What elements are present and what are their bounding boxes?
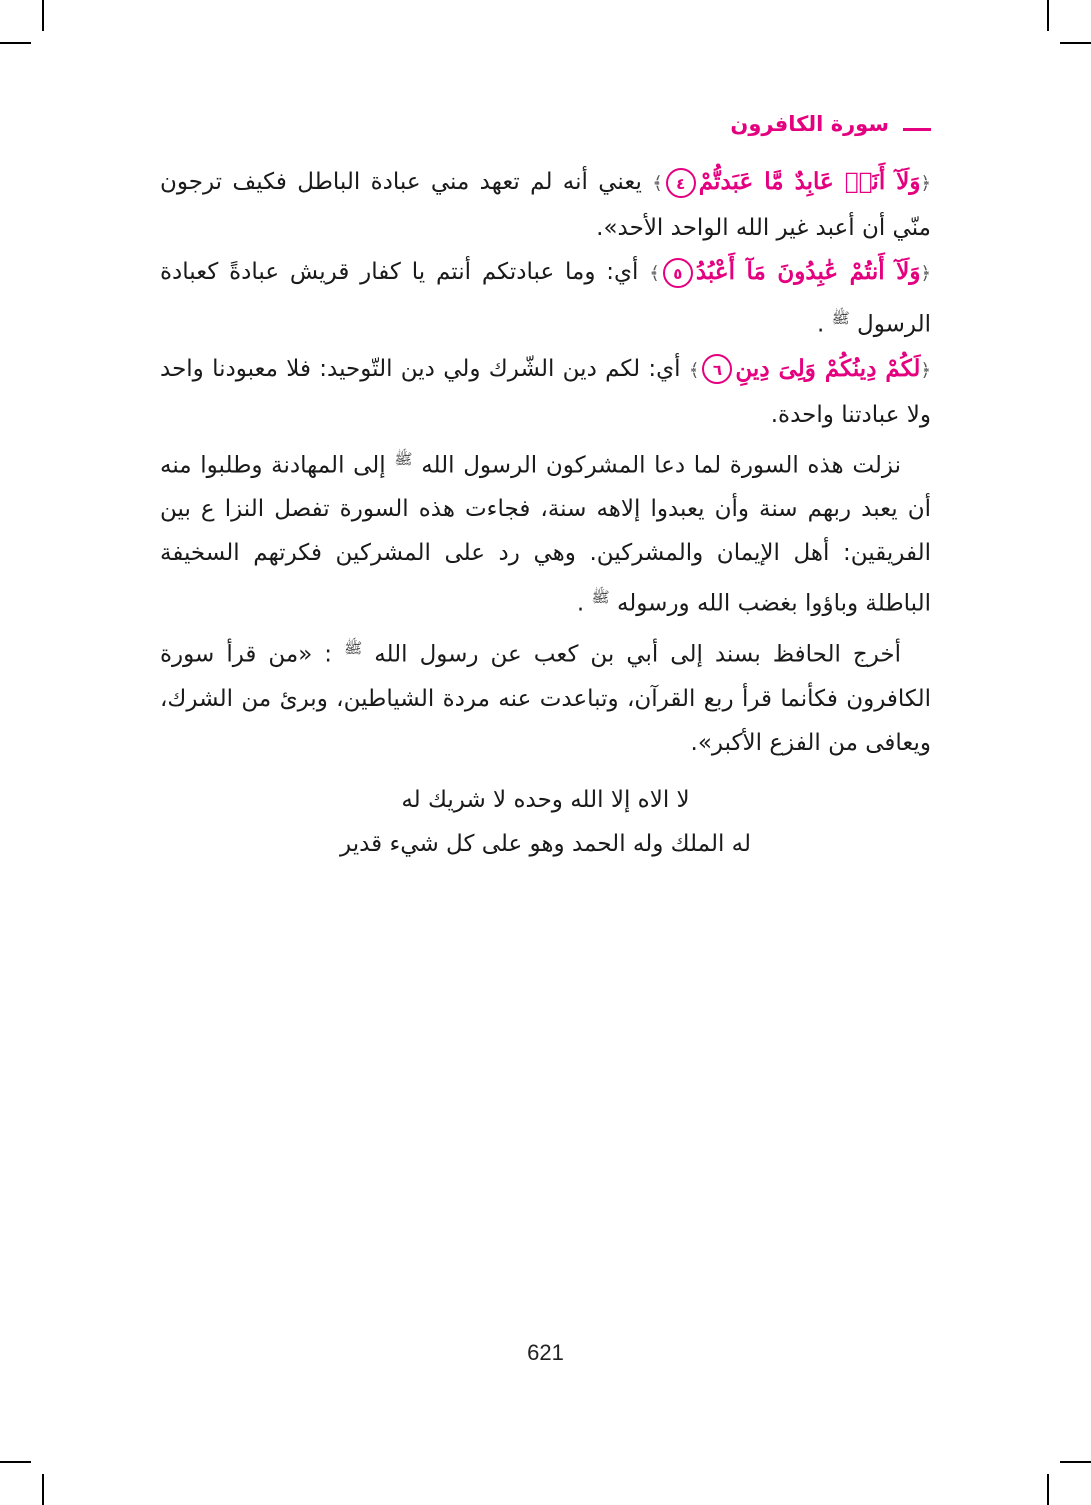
crop-mark-top-right-horizontal (1060, 42, 1091, 44)
closing-line-2: له الملك وله الحمد وهو على كل شيء قدير (340, 831, 751, 857)
paragraph-text: أخرج الحافظ بسند إلى أبي بن كعب عن رسول الله (374, 641, 902, 668)
close-bracket: ﴾ (688, 359, 700, 381)
open-bracket: ﴿ (920, 173, 932, 194)
crop-mark-bottom-right-vertical (1047, 1474, 1049, 1505)
honorific-symbol: ﷺ (591, 588, 610, 607)
verse-number-marker: ٤ (666, 168, 696, 198)
crop-mark-top-left-vertical (42, 0, 44, 31)
verse-number-marker: ٦ (702, 354, 732, 384)
paragraph-text: إلى المهادنة وطلبوا منه أن يعبد ربهم سنة وأن يعبدوا إلاهه سنة، فجاءت هذه السورة تفصل النزا ع بين الفريقين: أهل الإيمان والمشركين. وهي رد على المشركين فكرتهم السخيفة الباطلة وباؤوا بغضب الله ورسوله (160, 452, 931, 617)
verse-commentary-6 (160, 347, 931, 437)
close-bracket: ﴾ (649, 263, 660, 284)
crop-mark-top-left-horizontal (0, 42, 31, 44)
crop-mark-bottom-left-vertical (42, 1474, 44, 1505)
close-bracket: ﴾ (652, 173, 663, 194)
verse-number-marker: ٥ (663, 258, 693, 288)
verse-text: وَلَآ أَنتُمْ عَٰبِدُونَ مَآ أَعْبُدُ (695, 258, 921, 285)
commentary-text: يعني أنه لم تعهد مني عبادة الباطل فكيف ترجون منّي أن أعبد غير الله الواحد الأحد». (160, 169, 931, 241)
verse-commentary-5 (160, 250, 931, 347)
paragraph-text: : «من قرأ سورة الكافرون فكأنما قرأ ربع القرآن، وتباعدت عنه مردة الشياطين، وبرئ من الشرك، ويعافى من الفزع الأكبر». (160, 641, 931, 756)
paragraph-text: نزلت هذه السورة لما دعا المشركون الرسول الله (421, 452, 902, 479)
open-bracket: ﴿ (920, 359, 931, 381)
verse-text: لَكُمْ دِينُكُمْ وَلِىَ دِينِ (735, 354, 921, 382)
crop-mark-bottom-right-horizontal (1060, 1461, 1091, 1463)
crop-mark-bottom-left-horizontal (0, 1461, 31, 1463)
open-bracket: ﴿ (920, 263, 931, 284)
verse-commentary-4 (160, 160, 931, 250)
honorific-symbol: ﷺ (831, 309, 850, 327)
honorific-symbol: ﷺ (394, 449, 413, 468)
surah-title: سورة الكافرون (730, 112, 889, 136)
hadith-paragraph (160, 626, 931, 765)
commentary-text: أي: وما عبادتكم أنتم يا كفار قريش عبادةً كعبادة الرسول (160, 259, 931, 338)
crop-mark-top-right-vertical (1047, 0, 1049, 31)
commentary-text: أي: لكم دين الشّرك ولي دين التّوحيد: فلا معبودنا واحد ولا عبادتنا واحدة. (160, 355, 931, 428)
sentence-end: . (816, 311, 832, 338)
closing-line-1: لا الاه إلا الله وحده لا شريك له (401, 787, 690, 813)
page-content (160, 160, 931, 765)
honorific-symbol: ﷺ (344, 638, 363, 657)
verse-text: وَلَآ أَنَا۠ عَابِدٌ مَّا عَبَدتُّمْ (698, 168, 921, 195)
closing-dhikr (0, 778, 1091, 866)
page-number: 621 (527, 1340, 564, 1365)
revelation-paragraph (160, 437, 931, 626)
sentence-end: . (576, 590, 592, 617)
running-header (730, 112, 931, 136)
header-rule (903, 128, 931, 131)
